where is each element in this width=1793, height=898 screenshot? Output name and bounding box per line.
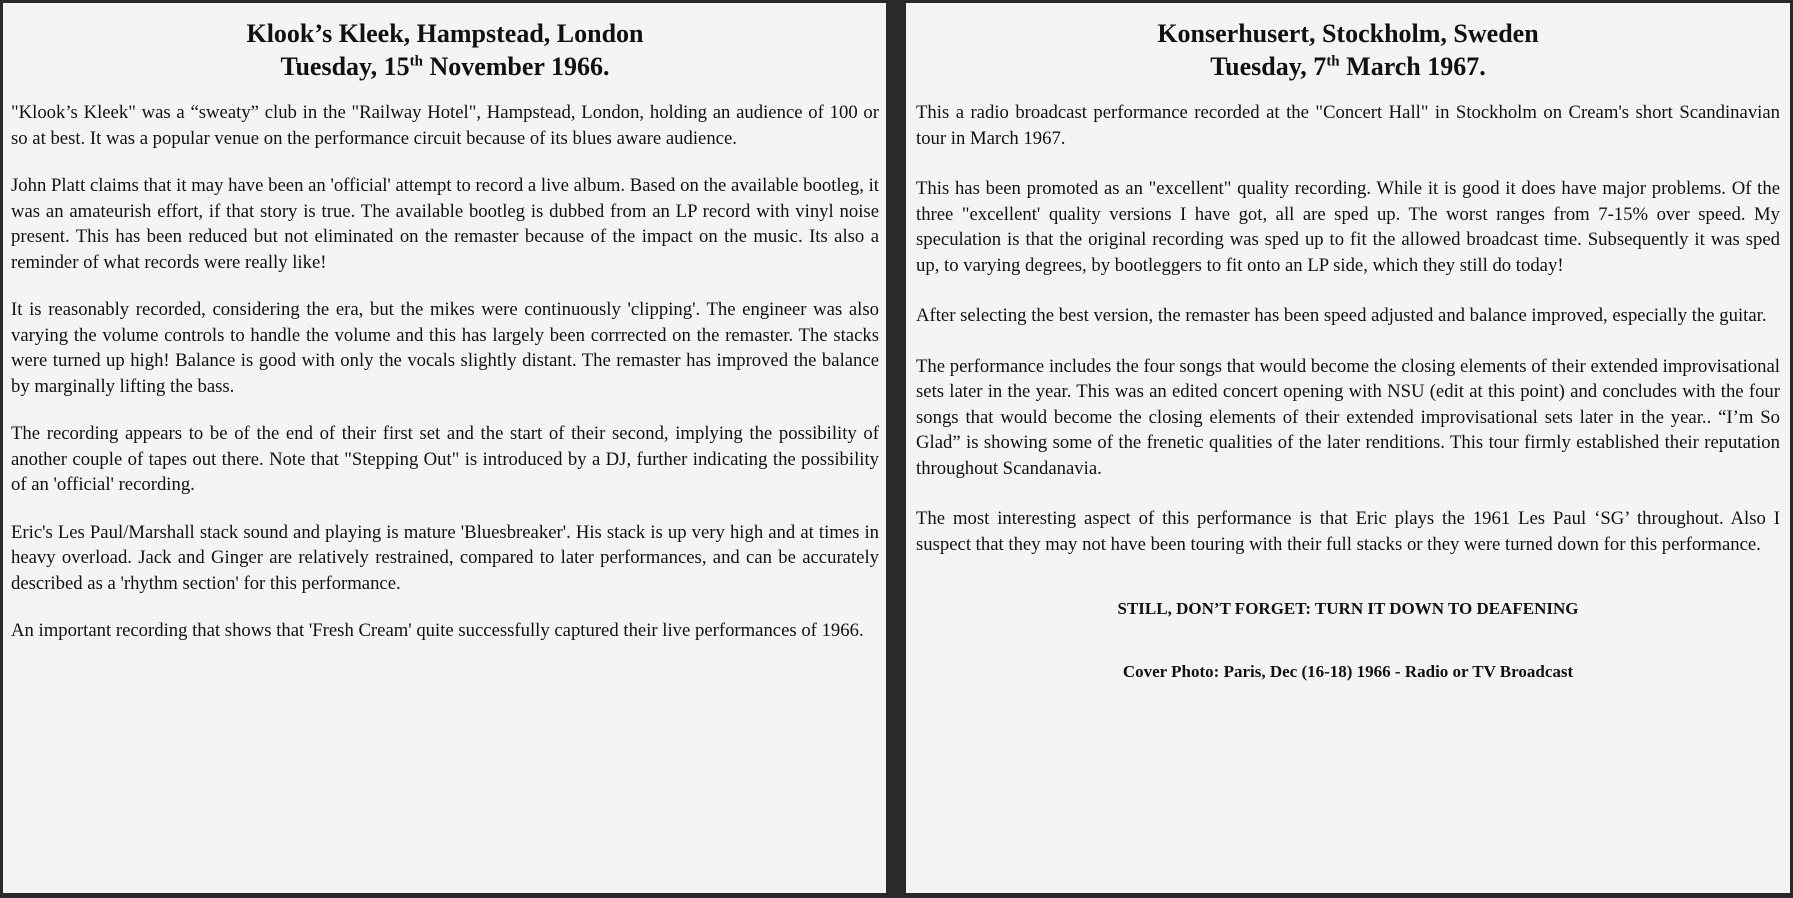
left-title <box>11 17 879 83</box>
right-paragraph-2: This has been promoted as an "excellent" quality recording. While it is good it does have major problems. Of the three "excellent' quality versions I have got, all are sped up. The worst ranges from 7-15% over speed. My speculation is that the original recording was sped up to fit the allowed broadcast time. Subsequently it was sped up, to varying degrees, by bootleggers to fit onto an LP side, which they still do today! <box>916 178 1780 276</box>
left-paragraph-6: An important recording that shows that 'Fresh Cream' quite successfully captured their live performances of 1966. <box>11 620 864 641</box>
footer-cover-photo: Cover Photo: Paris, Dec (16-18) 1966 - Radio or TV Broadcast <box>1122 662 1574 681</box>
right-title <box>916 17 1780 83</box>
right-title-venue: Konserhusert, Stockholm, Sweden <box>1157 19 1539 48</box>
right-title-date: Tuesday, 7th March 1967. <box>1210 52 1486 81</box>
left-paragraph-5: Eric's Les Paul/Marshall stack sound and playing is mature 'Bluesbreaker'. His stack is up very high and at times in heavy overload. Jack and Ginger are relatively restrained, compared to later performances, and can be accurately described as a 'rhythm section' for this performance. <box>11 521 879 594</box>
right-paragraph-5: The most interesting aspect of this performance is that Eric plays the 1961 Les Paul ‘SG’ throughout. Also I suspect that they may not have been touring with their full stacks or they were turned down for this performance. <box>916 508 1780 555</box>
right-paragraph-1: This a radio broadcast performance recorded at the "Concert Hall" in Stockholm on Cream's short Scandinavian tour in March 1967. <box>916 102 1780 149</box>
left-paragraph-1: "Klook’s Kleek" was a “sweaty” club in the "Railway Hotel", Hampstead, London, holding an audience of 100 or so at best. It was a popular venue on the performance circuit because of its blues aware audience. <box>11 102 879 149</box>
right-paragraph-4: The performance includes the four songs that would become the closing elements of their extended improvisational sets later in the year. This was an edited concert opening with NSU (edit at this point) and concludes with the four songs that would become the closing elements of their extended improvisational sets later in the year.. “I’m So Glad” is showing some of the frenetic qualities of the later renditions. This tour firmly established their reputation throughout Scandanavia. <box>916 355 1780 479</box>
left-title-venue: Klook’s Kleek, Hampstead, London <box>246 19 644 48</box>
left-panel <box>3 3 886 893</box>
left-paragraph-2: John Platt claims that it may have been an 'official' attempt to record a live album. Based on the available bootleg, it was an amateurish effort, if that story is true. The available bootleg is dubbed from an LP record with vinyl noise present. This has been reduced but not eliminated on the remaster because of the impact on the music. Its also a reminder of what records were really like! <box>11 175 879 273</box>
left-title-date: Tuesday, 15th November 1966. <box>280 52 610 81</box>
footer-slogan: STILL, DON’T FORGET: TURN IT DOWN TO DEAFENING <box>1117 599 1579 618</box>
right-panel <box>906 3 1790 893</box>
left-paragraph-4: The recording appears to be of the end of their first set and the start of their second, implying the possibility of another couple of tapes out there. Note that "Stepping Out" is introduced by a DJ, further indicating the possibility of an 'official' recording. <box>11 423 879 495</box>
left-paragraph-3: It is reasonably recorded, considering the era, but the mikes were continuously 'clipping'. The engineer was also varying the volume controls to handle the volume and this has largely been corrrected on the remaster. The stacks were turned up high! Balance is good with only the vocals slightly distant. The remaster has improved the balance by marginally lifting the bass. <box>11 299 879 397</box>
right-paragraph-3: After selecting the best version, the remaster has been speed adjusted and balance improved, especially the guitar. <box>916 305 1767 326</box>
